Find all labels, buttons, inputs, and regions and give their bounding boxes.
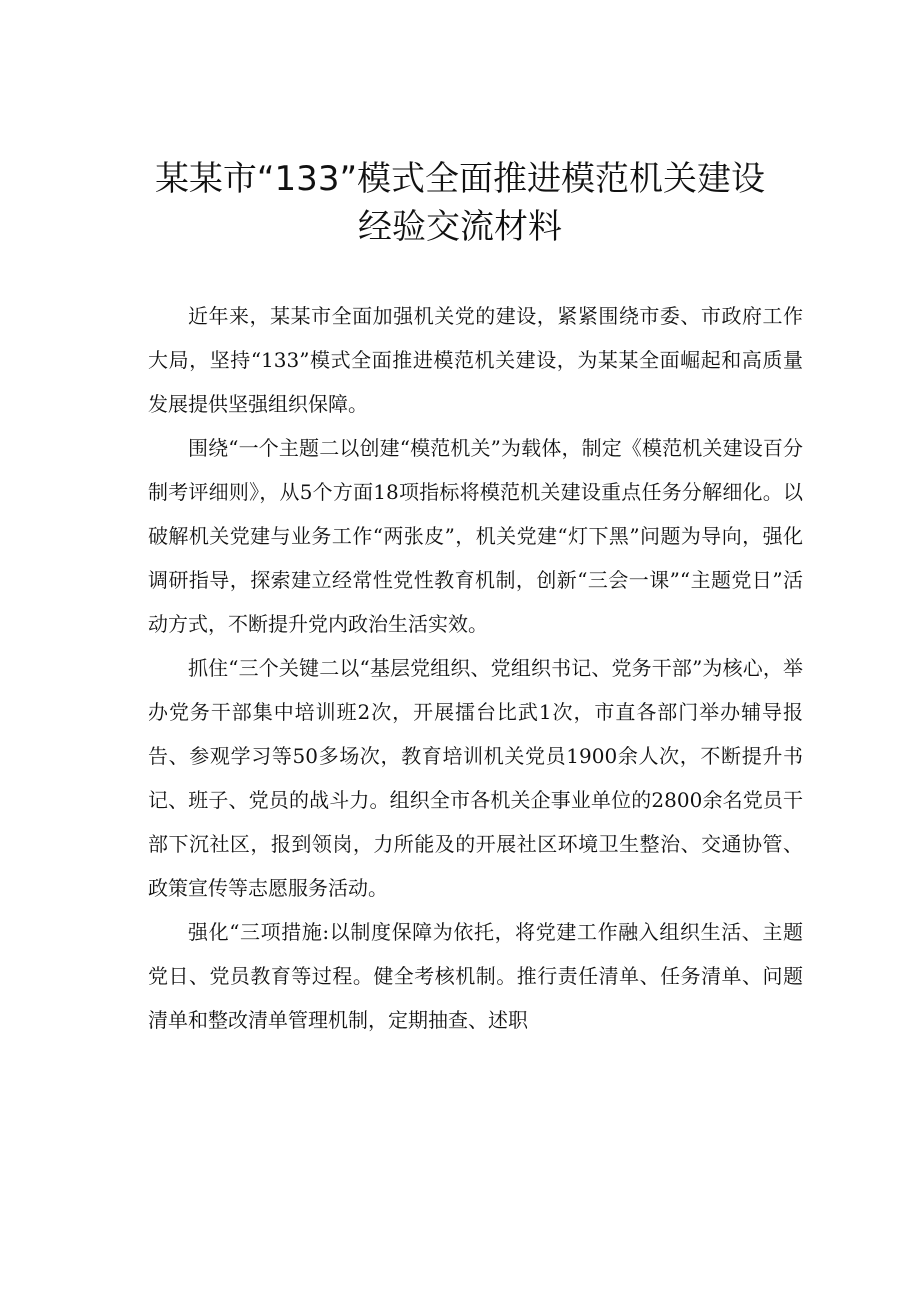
title-line-1: 某某市“133”模式全面推进模范机关建设	[154, 159, 766, 199]
document-body	[148, 294, 803, 1042]
paragraph-intro: 近年来，某某市全面加强机关党的建设，紧紧围绕市委、市政府工作大局，坚持“133”模式全面推进模范机关建设，为某某全面崛起和高质量发展提供坚强组织保障。	[148, 304, 803, 416]
paragraph-three-keys: 抓住“三个关键二以“基层党组织、党组织书记、党务干部”为核心，举办党务干部集中培训班2次，开展擂台比武1次，市直各部门举办辅导报告、参观学习等50多场次，教育培训机关党员1900余人次，不断提升书记、班子、党员的战斗力。组织全市各机关企事业单位的2800余名党员干部下沉社区，报到领岗，力所能及的开展社区环境卫生整治、交通协管、政策宣传等志愿服务活动。	[148, 656, 803, 900]
title-line-2: 经验交流材料	[358, 207, 562, 247]
paragraph-one-theme: 围绕“一个主题二以创建“模范机关”为载体，制定《模范机关建设百分制考评细则》，从5个方面18项指标将模范机关建设重点任务分解细化。以破解机关党建与业务工作“两张皮”，机关党建“灯下黑”问题为导向，强化调研指导，探索建立经常性党性教育机制，创新“三会一课”“主题党日”活动方式，不断提升党内政治生活实效。	[148, 436, 803, 636]
paragraph-three-measures: 强化“三项措施:以制度保障为依托，将党建工作融入组织生活、主题党日、党员教育等过程。健全考核机制。推行责任清单、任务清单、问题清单和整改清单管理机制，定期抽查、述职	[148, 920, 803, 1032]
document-title	[0, 155, 920, 251]
